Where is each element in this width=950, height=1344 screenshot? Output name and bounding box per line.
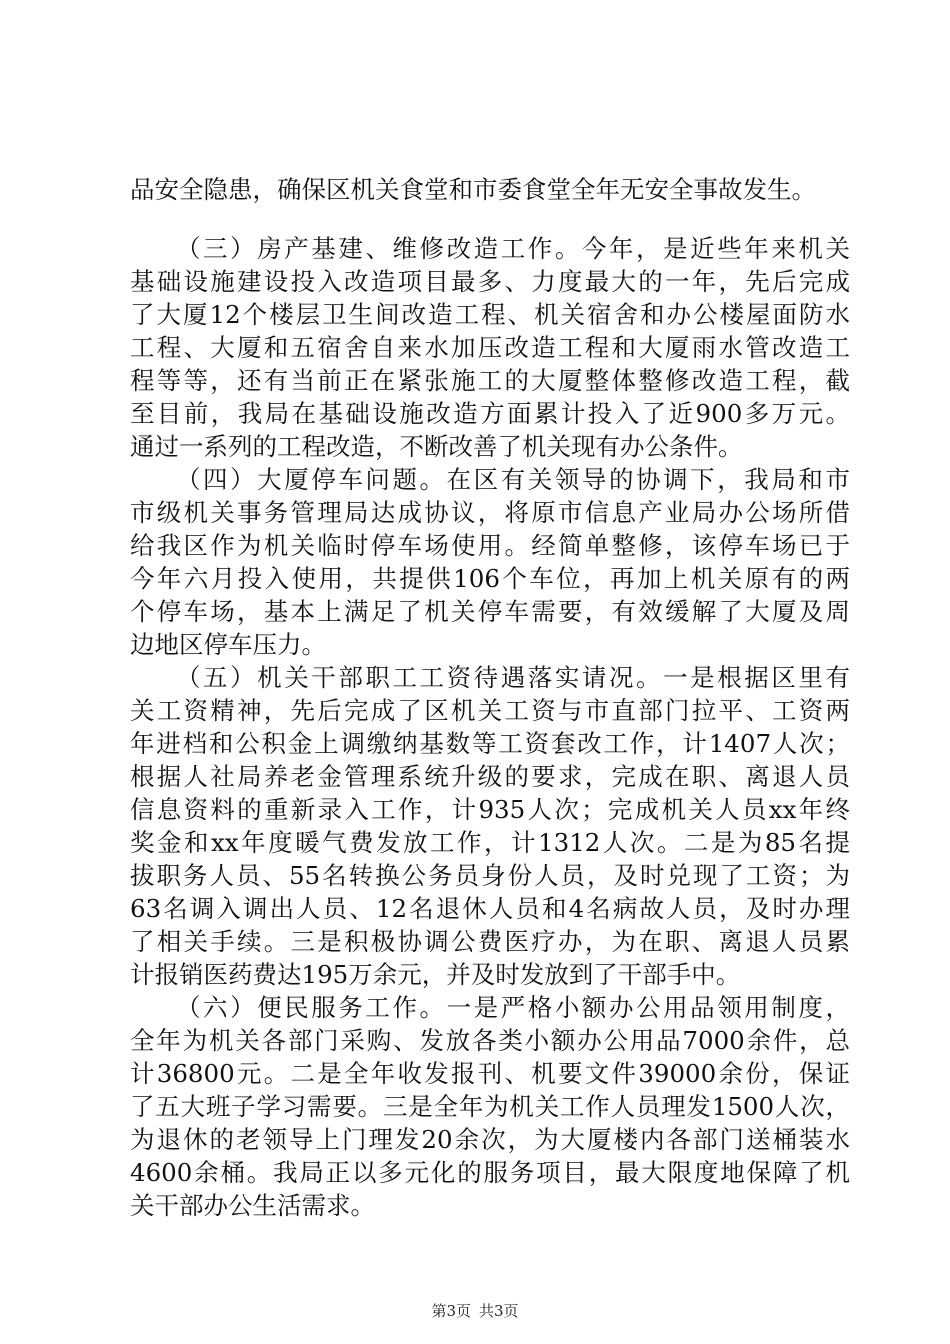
text-line: 计报销医药费达195万余元，并及时发放到了干部手中。: [130, 960, 741, 989]
text-line: 至目前，我局在基础设施改造方面累计投入了近900多万元。: [130, 399, 850, 428]
text-line: 信息资料的重新录入工作，计935人次；完成机关人员xx年终: [130, 795, 850, 824]
text-line: 63名调入调出人员、12名退休人员和4名病故人员，及时办理: [130, 894, 850, 923]
text-line: 了大厦12个楼层卫生间改造工程、机关宿舍和办公楼屋面防水: [130, 300, 850, 329]
text-line: 今年六月投入使用，共提供106个车位，再加上机关原有的两: [130, 564, 850, 593]
text-line: 关干部办公生活需求。: [130, 1191, 375, 1220]
text-line: 基础设施建设投入改造项目最多、力度最大的一年，先后完成: [130, 267, 850, 296]
text-line: 个停车场，基本上满足了机关停车需要，有效缓解了大厦及周: [130, 597, 850, 626]
page-total: 共3页: [479, 1302, 519, 1320]
text-line: 计36800元。二是全年收发报刊、机要文件39000余份，保证: [130, 1059, 850, 1088]
text-line: 通过一系列的工程改造，不断改善了机关现有办公条件。: [130, 432, 743, 461]
text-line: 为退休的老领导上门理发20余次，为大厦楼内各部门送桶装水: [130, 1125, 850, 1154]
page-number: 第3页: [431, 1302, 471, 1320]
section-heading-line: （五）机关干部职工工资待遇落实请况。一是根据区里有: [176, 663, 850, 692]
page-footer: [0, 1301, 950, 1321]
text-line: 根据人社局养老金管理系统升级的要求，完成在职、离退人员: [130, 762, 850, 791]
text-line: 程等等，还有当前正在紧张施工的大厦整体整修改造工程，截: [130, 366, 850, 395]
text-line: 了五大班子学习需要。三是全年为机关工作人员理发1500人次，: [130, 1092, 850, 1121]
text-line: 边地区停车压力。: [130, 630, 326, 659]
section-heading-line: （三）房产基建、维修改造工作。今年，是近些年来机关: [176, 234, 850, 263]
text-line: 拔职务人员、55名转换公务员身份人员，及时兑现了工资；为: [130, 861, 850, 890]
text-line: 品安全隐患，确保区机关食堂和市委食堂全年无安全事故发生。: [130, 175, 816, 204]
text-line: 奖金和xx年度暖气费发放工作，计1312人次。二是为85名提: [130, 828, 850, 857]
text-line: 全年为机关各部门采购、发放各类小额办公用品7000余件，总: [130, 1026, 850, 1055]
text-line: 给我区作为机关临时停车场使用。经简单整修，该停车场已于: [130, 531, 850, 560]
text-line: 关工资精神，先后完成了区机关工资与市直部门拉平、工资两: [130, 696, 850, 725]
section-heading-line: （六）便民服务工作。一是严格小额办公用品领用制度，: [176, 993, 850, 1022]
text-line: 4600余桶。我局正以多元化的服务项目，最大限度地保障了机: [130, 1158, 850, 1187]
section-heading-line: （四）大厦停车问题。在区有关领导的协调下，我局和市: [176, 465, 850, 494]
text-line: 工程、大厦和五宿舍自来水加压改造工程和大厦雨水管改造工: [130, 333, 850, 362]
text-line: 市级机关事务管理局达成协议，将原市信息产业局办公场所借: [130, 498, 850, 527]
text-line: 了相关手续。三是积极协调公费医疗办，为在职、离退人员累: [130, 927, 850, 956]
text-line: 年进档和公积金上调缴纳基数等工资套改工作，计1407人次；: [130, 729, 850, 758]
